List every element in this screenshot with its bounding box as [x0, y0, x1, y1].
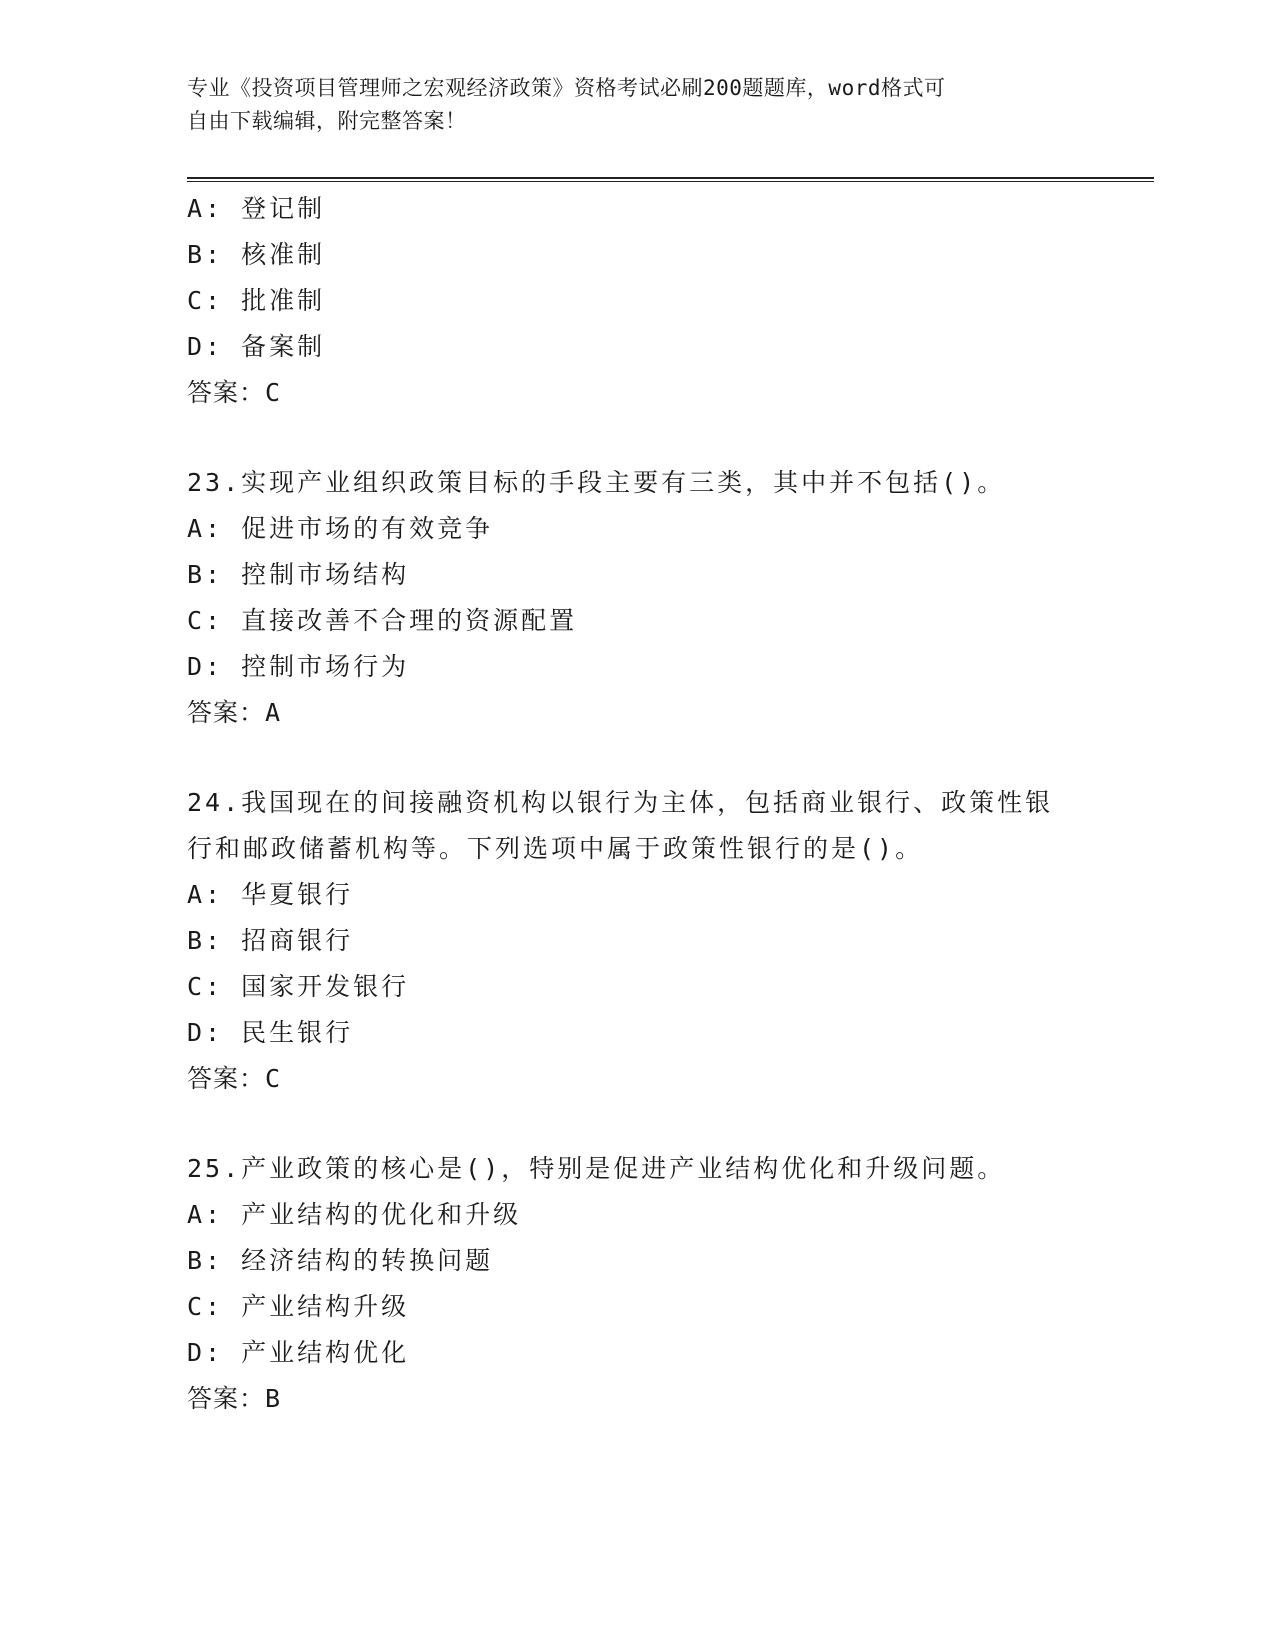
option-a: A: 产业结构的优化和升级: [187, 1200, 522, 1229]
option-d: D: 控制市场行为: [187, 652, 410, 681]
document-header: [187, 72, 1087, 138]
option-c: C: 批准制: [187, 286, 326, 315]
question-23: [187, 460, 1147, 736]
option-a: A: 登记制: [187, 194, 326, 223]
answer: 答案：C: [187, 378, 282, 407]
option-d: D: 产业结构优化: [187, 1338, 410, 1367]
option-a: A: 促进市场的有效竞争: [187, 514, 494, 543]
header-rule-thin: [187, 181, 1154, 182]
question-25: [187, 1146, 1147, 1422]
header-rule-thick: [187, 177, 1154, 179]
option-b: B: 核准制: [187, 240, 326, 269]
answer: 答案：A: [187, 698, 282, 727]
question-22: [187, 186, 1147, 416]
option-c: C: 直接改善不合理的资源配置: [187, 606, 578, 635]
question-text: 23.实现产业组织政策目标的手段主要有三类，其中并不包括()。: [187, 468, 1006, 497]
question-content: [187, 186, 1147, 1422]
option-c: C: 产业结构升级: [187, 1292, 410, 1321]
option-a: A: 华夏银行: [187, 880, 354, 909]
question-text: 25.产业政策的核心是()，特别是促进产业结构优化和升级问题。: [187, 1154, 1006, 1183]
option-b: B: 招商银行: [187, 926, 354, 955]
question-24: [187, 780, 1147, 1102]
option-c: C: 国家开发银行: [187, 972, 410, 1001]
answer: 答案：C: [187, 1064, 282, 1093]
option-b: B: 经济结构的转换问题: [187, 1246, 494, 1275]
option-d: D: 备案制: [187, 332, 326, 361]
header-line-2: 自由下载编辑，附完整答案！: [187, 109, 467, 133]
option-d: D: 民生银行: [187, 1018, 354, 1047]
option-b: B: 控制市场结构: [187, 560, 410, 589]
question-text-line-1: 24.我国现在的间接融资机构以银行为主体，包括商业银行、政策性银: [187, 788, 1054, 817]
answer: 答案：B: [187, 1384, 282, 1413]
header-line-1: 专业《投资项目管理师之宏观经济政策》资格考试必刷200题题库，word格式可: [187, 76, 946, 100]
question-text-line-2: 行和邮政储蓄机构等。下列选项中属于政策性银行的是()。: [187, 834, 924, 863]
